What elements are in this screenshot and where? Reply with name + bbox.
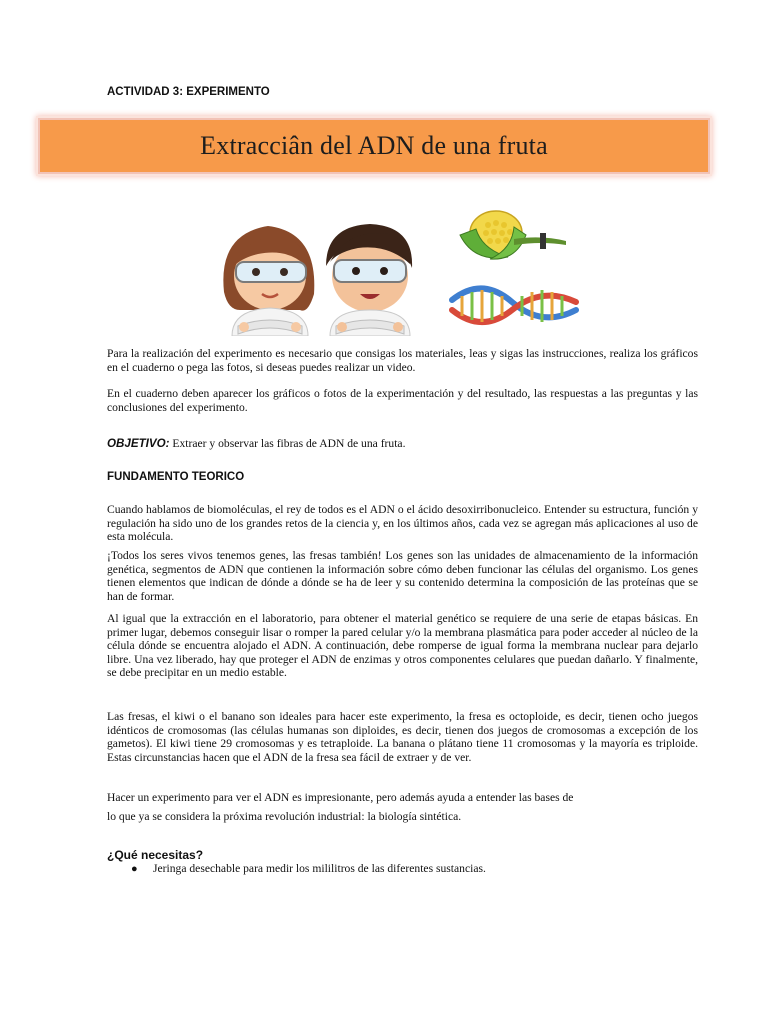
intro-paragraph: Para la realización del experimento es necesario que consigas los materiales, leas y sigas las instrucciones, realiza los gráficos en el cuaderno o pega las fotos, si deseas puedes realizar un video. [107,347,698,374]
needs-item-text: Jeringa desechable para medir los mililitros de las diferentes sustancias. [153,862,486,875]
dna-helix-icon [448,280,580,336]
fundamento-heading: FUNDAMENTO TEORICO [107,471,245,483]
girl-scientist-icon [223,226,314,336]
boy-scientist-icon [326,224,412,336]
page-title: Extracciân del ADN de una fruta [200,131,548,160]
objective-label: OBJETIVO: [107,437,170,450]
list-item [107,862,486,875]
title-banner [38,118,710,174]
scientist-kids-illustration [218,214,418,336]
objective-text: Extraer y observar las fibras de ADN de una fruta. [169,437,406,450]
fundamento-paragraph: ¡Todos los seres vivos tenemos genes, las fresas también! Los genes son las unidades de almacenamiento de la información genética, segmentos de ADN que contienen la información sobre cómo deben funcionar las células del organismo. Los genes tienen elementos que indican de dónde a dónde se ha de leer y su contenido determina la composición de las proteínas que se han de formar. [107,549,698,603]
objective-line [107,437,698,451]
corn-icon [456,205,570,265]
bullet-icon: ● [131,863,138,875]
fundamento-paragraph: Al igual que la extracción en el laboratorio, para obtener el material genético se requiere de una serie de etapas básicas. En primer lugar, debemos conseguir lisar o romper la pared celular y/o la membrana plasmática para poder acceder al núcleo de la célula dónde se encuentra alojado el ADN. A continuación, debe romperse de igual forma la membrana nuclear para dejarlo libre. Una vez liberado, hay que proteger el ADN de enzimas y otros componentes celulares que puedan dañarlo. Y finalmente, se debe precipitar en un medio estable. [107,612,698,680]
closing-line: lo que ya se considera la próxima revolución industrial: la biología sintética. [107,810,462,823]
intro-paragraph: En el cuaderno deben aparecer los gráficos o fotos de la experimentación y del resultado, las respuestas a las preguntas y las conclusiones del experimento. [107,387,698,414]
fundamento-paragraph: Las fresas, el kiwi o el banano son ideales para hacer este experimento, la fresa es octoploide, es decir, tienen ocho juegos idénticos de cromosomas (las células humanas son diploides, es decir, tienen dos juegos de cromosomas a excepción de los gametos). El kiwi tiene 29 cromosomas y es tetraploide. La banana o plátano tiene 11 cromosomas y la mayoría es triploide. Estas circunstancias hacen que el ADN de la fresa sea fácil de extraer y de ver. [107,710,698,764]
activity-heading: ACTIVIDAD 3: EXPERIMENTO [107,86,270,98]
fundamento-paragraph: Cuando hablamos de biomoléculas, el rey de todos es el ADN o el ácido desoxirribonucleico. Entender su estructura, función y regulación ha sido uno de los grandes retos de la ciencia y, en los últimos años, cada vez se agregan más aplicaciones al uso de esta molécula. [107,503,698,544]
needs-list [107,862,486,875]
needs-heading: ¿Qué necesitas? [107,848,204,862]
closing-line: Hacer un experimento para ver el ADN es impresionante, pero además ayuda a entender las bases de [107,791,574,804]
